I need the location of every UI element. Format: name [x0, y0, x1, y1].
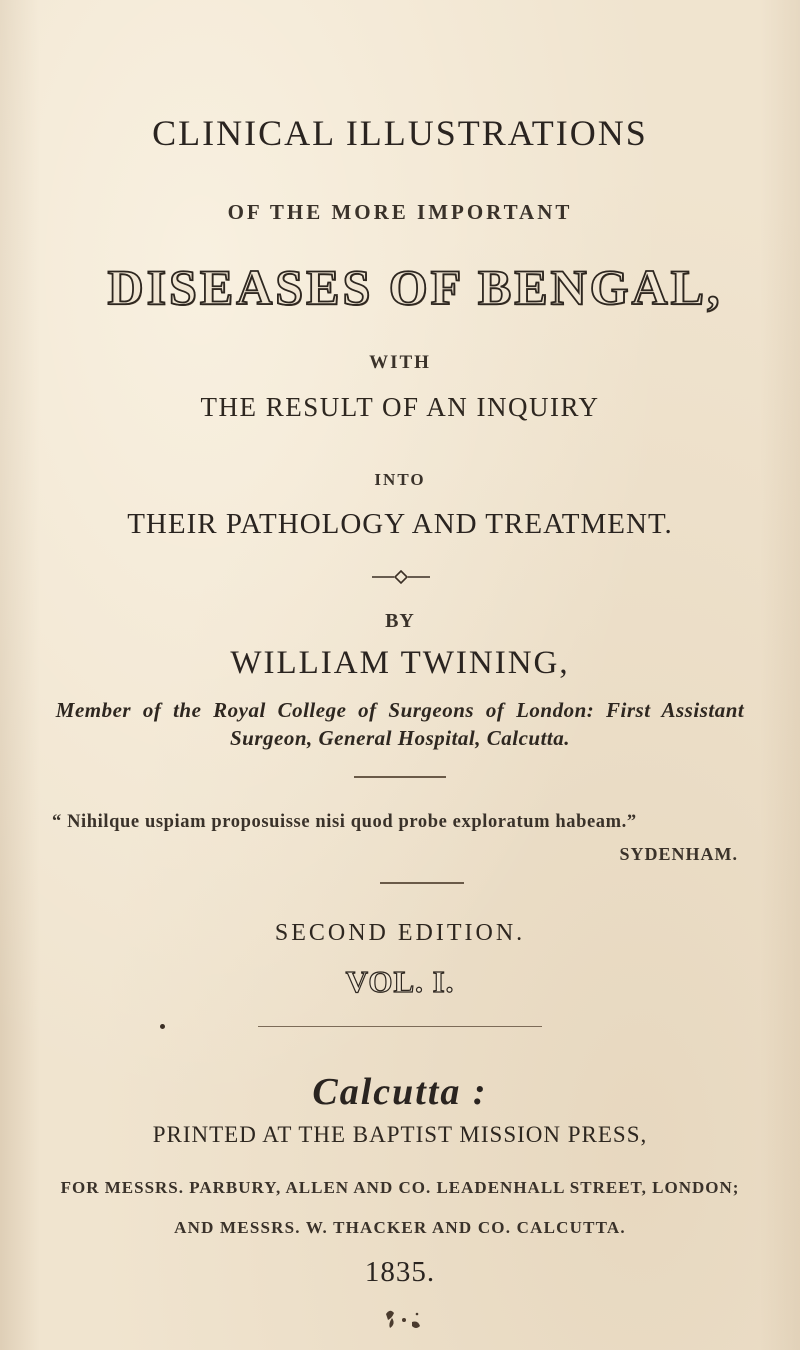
rule-divider	[258, 1026, 542, 1027]
printers-ornament	[382, 1306, 424, 1336]
rule-divider	[380, 882, 464, 884]
printer: PRINTED AT THE BAPTIST MISSION PRESS,	[152, 1122, 648, 1147]
epigraph-attribution: SYDENHAM.	[619, 844, 738, 864]
subtitle: OF THE MORE IMPORTANT	[227, 200, 573, 224]
author-affiliation-line-2: Surgeon, General Hospital, Calcutta.	[229, 726, 571, 750]
publishers-line-2: AND MESSRS. W. THACKER AND CO. CALCUTTA.	[174, 1218, 626, 1237]
epigraph: “ Nihilque uspiam proposuisse nisi quod probe exploratum habeam.”	[52, 812, 637, 832]
imprint-city: Calcutta :	[312, 1071, 488, 1113]
publishers-line-1: FOR MESSRS. PARBURY, ALLEN AND CO. LEADENHALL STREET, LONDON;	[60, 1178, 740, 1197]
into-line: INTO	[374, 470, 426, 489]
rule-divider	[354, 776, 446, 778]
author-name: WILLIAM TWINING,	[230, 645, 570, 681]
ornate-title: DISEASES OF BENGAL,	[107, 259, 723, 315]
author-affiliation-line-1: Member of the Royal College of Surgeons of London: First Assistant	[55, 698, 745, 722]
pathology-line: THEIR PATHOLOGY AND TREATMENT.	[127, 508, 673, 540]
edition: SECOND EDITION.	[274, 920, 526, 946]
main-title: CLINICAL ILLUSTRATIONS	[152, 113, 648, 153]
publication-year: 1835.	[364, 1256, 436, 1288]
result-line: THE RESULT OF AN INQUIRY	[200, 392, 600, 422]
ink-speck	[160, 1024, 165, 1029]
volume: VOL. I.	[345, 964, 455, 999]
by-line: BY	[385, 610, 415, 632]
with-line: WITH	[369, 352, 431, 373]
ornamental-divider	[372, 570, 430, 584]
